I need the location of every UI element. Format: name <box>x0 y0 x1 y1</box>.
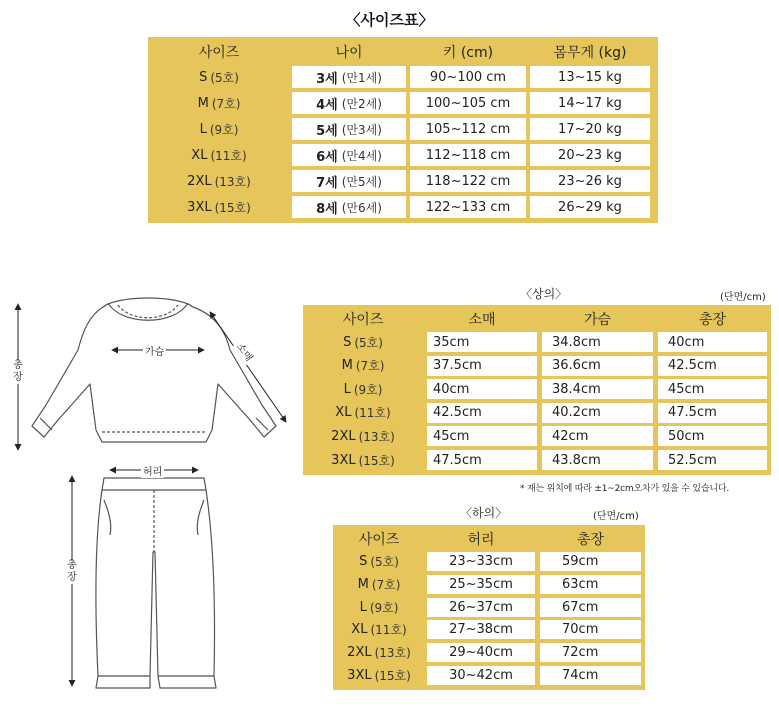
age-cell <box>292 144 406 166</box>
age-international: (만5세) <box>341 174 382 189</box>
top-length-label: 총장 <box>13 360 23 383</box>
height-cell: 105~112 cm <box>410 118 526 140</box>
age-cell <box>292 92 406 114</box>
chest-cell: 36.6cm <box>542 356 653 376</box>
measurement-note: * 재는 위치에 따라 ±1~2cm오차가 있을 수 있습니다. <box>520 484 730 494</box>
size-code: S <box>343 334 352 350</box>
length-cell: 50cm <box>658 426 767 446</box>
size-number: (11호) <box>354 406 391 421</box>
pants-drawing <box>96 478 216 688</box>
pants-body <box>96 478 216 688</box>
size-number: (13호) <box>358 429 395 444</box>
size-label <box>150 92 288 114</box>
size-label <box>335 643 423 662</box>
length-cell: 42.5cm <box>658 356 767 376</box>
size-number: (13호) <box>214 174 251 189</box>
size-label <box>335 620 423 639</box>
size-label <box>150 66 288 88</box>
table-row <box>303 403 771 423</box>
table-row <box>148 118 658 140</box>
chest-cell: 38.4cm <box>542 379 653 399</box>
size-number: (7호) <box>355 359 385 374</box>
age-korean: 8세 <box>316 201 338 217</box>
size-number: (11호) <box>210 148 247 163</box>
table-row <box>303 426 771 446</box>
sleeve-cell: 37.5cm <box>427 356 537 376</box>
size-label <box>335 666 423 685</box>
weight-cell: 20~23 kg <box>530 144 650 166</box>
table-row <box>148 66 658 88</box>
waist-label: 허리 <box>141 463 164 478</box>
height-cell: 90~100 cm <box>410 66 526 88</box>
table-row <box>148 196 658 218</box>
bottom-length-label: 총장 <box>67 560 77 583</box>
bottom-header-waist: 허리 <box>467 532 495 548</box>
size-number: (15호) <box>214 200 251 215</box>
waist-cell: 23~33cm <box>427 552 535 571</box>
size-label <box>335 575 423 594</box>
size-label <box>335 552 423 571</box>
size-code: S <box>359 554 368 569</box>
table-row <box>303 450 771 470</box>
size-label <box>305 450 421 470</box>
size-code: 3XL <box>347 668 372 683</box>
chest-label: 가슴 <box>143 343 166 358</box>
size-label <box>305 426 421 446</box>
table-row <box>333 620 645 639</box>
sleeve-cell: 45cm <box>427 426 537 446</box>
bottom-table-unit: (단면/cm) <box>593 511 639 522</box>
top-header-sleeve: 소매 <box>468 312 496 328</box>
length-cell: 52.5cm <box>658 450 767 470</box>
size-code: 2XL <box>331 428 356 444</box>
size-code: L <box>199 121 207 137</box>
age-international: (만2세) <box>341 96 382 111</box>
age-international: (만1세) <box>341 70 382 85</box>
age-cell <box>292 118 406 140</box>
bottom-header-size: 사이즈 <box>358 532 400 548</box>
bottom-table-header <box>333 528 645 550</box>
size-label <box>305 403 421 423</box>
height-cell: 118~122 cm <box>410 170 526 192</box>
size-code: L <box>359 599 367 615</box>
size-code: S <box>199 69 208 85</box>
length-cell: 40cm <box>658 332 767 352</box>
chest-cell: 42cm <box>542 426 653 446</box>
length-cell: 67cm <box>540 598 641 617</box>
size-number: (5호) <box>370 555 399 569</box>
top-header-size: 사이즈 <box>342 312 384 328</box>
bottom-table-title: 〈하의〉 <box>460 506 508 520</box>
chest-cell: 40.2cm <box>542 403 653 423</box>
age-korean: 7세 <box>316 175 338 191</box>
weight-cell: 23~26 kg <box>530 170 650 192</box>
size-number: (9호) <box>353 382 383 397</box>
table-row <box>148 92 658 114</box>
sleeve-cell: 42.5cm <box>427 403 537 423</box>
bottom-size-table <box>333 525 645 690</box>
size-label <box>150 118 288 140</box>
weight-cell: 13~15 kg <box>530 66 650 88</box>
table-row <box>333 643 645 662</box>
size-code: 2XL <box>347 645 372 661</box>
size-code: XL <box>191 147 208 163</box>
table-row <box>148 170 658 192</box>
size-label <box>335 598 423 617</box>
top-header-chest: 가슴 <box>583 312 612 328</box>
table-row <box>303 379 771 399</box>
chest-cell: 43.8cm <box>542 450 653 470</box>
top-table-unit: (단면/cm) <box>720 292 766 303</box>
waist-cell: 27~38cm <box>427 620 535 639</box>
table-row <box>303 332 771 352</box>
top-size-table <box>303 305 771 475</box>
table-row <box>148 144 658 166</box>
size-code: M <box>357 576 369 592</box>
size-label <box>305 379 421 399</box>
size-number: (15호) <box>358 453 395 468</box>
age-cell <box>292 170 406 192</box>
length-cell: 59cm <box>540 552 641 571</box>
height-cell: 100~105 cm <box>410 92 526 114</box>
age-korean: 6세 <box>316 149 338 165</box>
table-row <box>303 356 771 376</box>
length-cell: 70cm <box>540 620 641 639</box>
header-weight: 몸무게 (kg) <box>553 45 627 61</box>
size-number: (5호) <box>354 335 383 350</box>
size-number: (15호) <box>374 669 411 683</box>
top-table-header <box>303 308 771 330</box>
size-number: (11호) <box>370 623 407 638</box>
size-number: (7호) <box>211 96 241 111</box>
size-number: (7호) <box>371 577 401 592</box>
waist-cell: 25~35cm <box>427 575 535 594</box>
header-size: 사이즈 <box>198 45 240 61</box>
size-label <box>305 332 421 352</box>
main-size-table <box>148 37 658 223</box>
size-code: 3XL <box>331 452 356 468</box>
age-cell <box>292 196 406 218</box>
age-cell <box>292 66 406 88</box>
height-cell: 112~118 cm <box>410 144 526 166</box>
size-code: M <box>197 95 209 111</box>
length-cell: 74cm <box>540 666 641 685</box>
size-code: 2XL <box>187 173 212 189</box>
sleeve-label: 소매 <box>233 338 259 366</box>
size-number: (5호) <box>210 70 239 85</box>
size-code: M <box>341 358 353 374</box>
main-table-header <box>148 41 658 63</box>
size-number: (13호) <box>374 646 411 661</box>
size-code: 3XL <box>187 199 212 215</box>
weight-cell: 14~17 kg <box>530 92 650 114</box>
age-international: (만6세) <box>341 200 382 215</box>
table-row <box>333 598 645 617</box>
length-cell: 63cm <box>540 575 641 594</box>
weight-cell: 26~29 kg <box>530 196 650 218</box>
size-code: XL <box>351 622 368 638</box>
weight-cell: 17~20 kg <box>530 118 650 140</box>
length-cell: 47.5cm <box>658 403 767 423</box>
bottom-header-length: 총장 <box>576 532 605 548</box>
table-row <box>333 575 645 594</box>
table-row <box>333 666 645 685</box>
age-international: (만3세) <box>341 122 382 137</box>
age-korean: 3세 <box>316 71 338 87</box>
size-label <box>305 356 421 376</box>
top-header-length: 총장 <box>698 312 727 328</box>
header-height: 키 (cm) <box>442 45 494 61</box>
size-code: XL <box>335 405 352 421</box>
height-cell: 122~133 cm <box>410 196 526 218</box>
waist-cell: 30~42cm <box>427 666 535 685</box>
age-korean: 4세 <box>316 97 338 113</box>
table-row <box>333 552 645 571</box>
length-cell: 72cm <box>540 643 641 662</box>
header-age: 나이 <box>335 45 363 61</box>
sleeve-cell: 40cm <box>427 379 537 399</box>
sweatshirt-drawing <box>32 298 276 442</box>
waist-cell: 26~37cm <box>427 598 535 617</box>
size-label <box>150 196 288 218</box>
length-cell: 45cm <box>658 379 767 399</box>
main-table-title: 〈사이즈표〉 <box>345 11 434 29</box>
size-number: (9호) <box>209 122 239 137</box>
sleeve-cell: 35cm <box>427 332 537 352</box>
size-number: (9호) <box>369 600 399 615</box>
chest-cell: 34.8cm <box>542 332 653 352</box>
size-code: L <box>343 381 351 397</box>
size-label <box>150 170 288 192</box>
top-table-title: 〈상의〉 <box>520 287 568 301</box>
size-label <box>150 144 288 166</box>
sleeve-cell: 47.5cm <box>427 450 537 470</box>
waist-cell: 29~40cm <box>427 643 535 662</box>
age-international: (만4세) <box>341 148 382 163</box>
age-korean: 5세 <box>316 123 338 139</box>
